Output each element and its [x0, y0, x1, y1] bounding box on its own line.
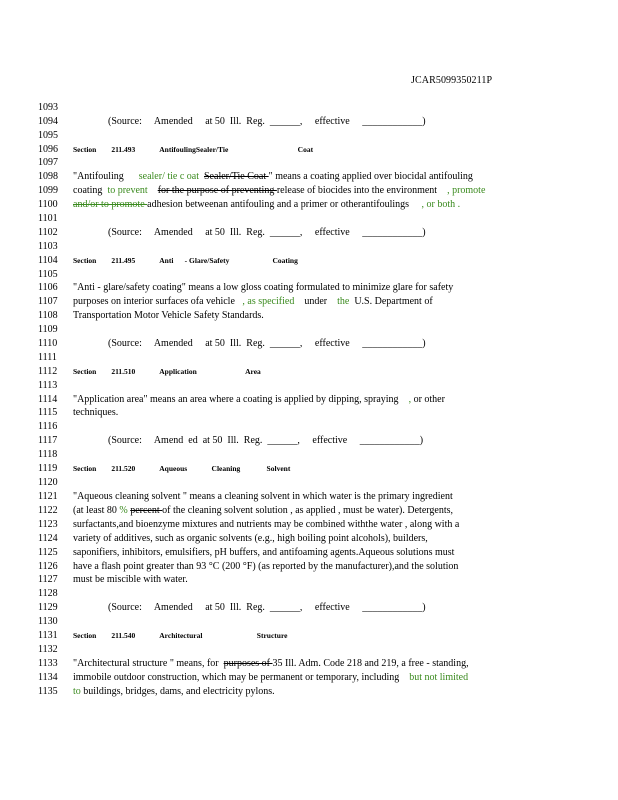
line-number: 1121: [38, 491, 58, 502]
source-note: (Source: Amended at 50 Ill. Reg. ______, effective ____________): [108, 227, 426, 238]
line-number: 1114: [38, 394, 58, 405]
line-number: 1130: [38, 616, 58, 627]
line-number: 1134: [38, 672, 58, 683]
line-number: 1129: [38, 602, 58, 613]
section-heading: Section 211.495 Anti - Glare/Safety Coating: [73, 256, 298, 265]
section-heading: Section 211.540 Architectural Structure: [73, 631, 288, 640]
paragraph-line: techniques.: [73, 407, 119, 418]
paragraph-line: immobile outdoor construction, which may be permanent or temporary, including but not limited: [73, 672, 469, 683]
line-number: 1117: [38, 435, 58, 446]
section-heading: Section 211.510 Application Area: [73, 367, 261, 376]
document-id: JCAR5099350211P: [411, 75, 493, 86]
paragraph-line: purposes on interior surfaces ofa vehicle , as specified under the U.S. Department of: [73, 296, 433, 307]
line-number: 1105: [38, 269, 58, 280]
line-number: 1095: [38, 130, 58, 141]
line-number: 1131: [38, 630, 58, 641]
paragraph-line: Transportation Motor Vehicle Safety Standards.: [73, 310, 264, 321]
line-number: 1093: [38, 102, 58, 113]
line-number: 1098: [38, 171, 58, 182]
paragraph-line: must be miscible with water.: [73, 574, 188, 585]
line-number: 1110: [38, 338, 58, 349]
line-number: 1101: [38, 213, 58, 224]
line-number: 1103: [38, 241, 58, 252]
line-number: 1128: [38, 588, 58, 599]
line-number: 1135: [38, 686, 58, 697]
line-number: 1120: [38, 477, 58, 488]
paragraph-line: saponifiers, inhibitors, emulsifiers, pH buffers, and antifoaming agents.Aqueous solutions must: [73, 547, 455, 558]
source-note: (Source: Amended at 50 Ill. Reg. ______, effective ____________): [108, 602, 426, 613]
line-number: 1102: [38, 227, 58, 238]
line-number: 1118: [38, 449, 58, 460]
line-number: 1109: [38, 324, 58, 335]
paragraph-line: "Antifouling sealer/ tie c oat Sealer/Tie Coat " means a coating applied over biocidal antifouling: [73, 171, 473, 182]
line-number: 1122: [38, 505, 58, 516]
paragraph-line: "Aqueous cleaning solvent " means a cleaning solvent in which water is the primary ingredient: [73, 491, 453, 502]
line-number: 1106: [38, 282, 58, 293]
line-number: 1094: [38, 116, 58, 127]
paragraph-line: and/or to promote adhesion betweenan antifouling and a primer or otherantifoulings , or both .: [73, 199, 461, 210]
line-number: 1124: [38, 533, 58, 544]
line-number: 1113: [38, 380, 58, 391]
paragraph-line: variety of additives, such as organic solvents (e.g., high boiling point alcohols), builders,: [73, 533, 428, 544]
line-number: 1119: [38, 463, 58, 474]
line-number: 1097: [38, 157, 58, 168]
paragraph-line: have a flash point greater than 93 °C (200 °F) (as reported by the manufacturer),and the solution: [73, 561, 459, 572]
source-note: (Source: Amended at 50 Ill. Reg. ______, effective ____________): [108, 338, 426, 349]
line-number: 1107: [38, 296, 58, 307]
paragraph-line: "Anti - glare/safety coating" means a low gloss coating formulated to minimize glare for safety: [73, 282, 454, 293]
line-number: 1099: [38, 185, 58, 196]
line-number: 1133: [38, 658, 58, 669]
line-number: 1108: [38, 310, 58, 321]
paragraph-line: surfactants,and bioenzyme mixtures and nutrients may be combined withthe water , along with a: [73, 519, 460, 530]
line-number: 1096: [38, 144, 58, 155]
line-number: 1111: [38, 352, 57, 363]
paragraph-line: (at least 80 % percent of the cleaning solvent solution , as applied , must be water). Detergents,: [73, 505, 454, 516]
paragraph-line: "Architectural structure " means, for purposes of 35 Ill. Adm. Code 218 and 219, a free - standing,: [73, 658, 469, 669]
source-note: (Source: Amend ed at 50 Ill. Reg. ______, effective ____________): [108, 435, 424, 446]
paragraph-line: "Application area" means an area where a coating is applied by dipping, spraying , or other: [73, 394, 445, 405]
line-number: 1104: [38, 255, 58, 266]
line-number: 1100: [38, 199, 58, 210]
line-number: 1126: [38, 561, 58, 572]
line-number: 1127: [38, 574, 58, 585]
line-number: 1125: [38, 547, 58, 558]
paragraph-line: to buildings, bridges, dams, and electricity pylons.: [73, 686, 275, 697]
line-number: 1116: [38, 421, 58, 432]
section-heading: Section 211.520 Aqueous Cleaning Solvent: [73, 464, 291, 473]
line-number: 1123: [38, 519, 58, 530]
line-number: 1132: [38, 644, 58, 655]
source-note: (Source: Amended at 50 Ill. Reg. ______, effective ____________): [108, 116, 426, 127]
line-number: 1112: [38, 366, 58, 377]
paragraph-line: coating to prevent for the purpose of preventing release of biocides into the environment , promote: [73, 185, 486, 196]
line-number: 1115: [38, 407, 58, 418]
section-heading: Section 211.493 AntifoulingSealer/Tie Coat: [73, 145, 314, 154]
